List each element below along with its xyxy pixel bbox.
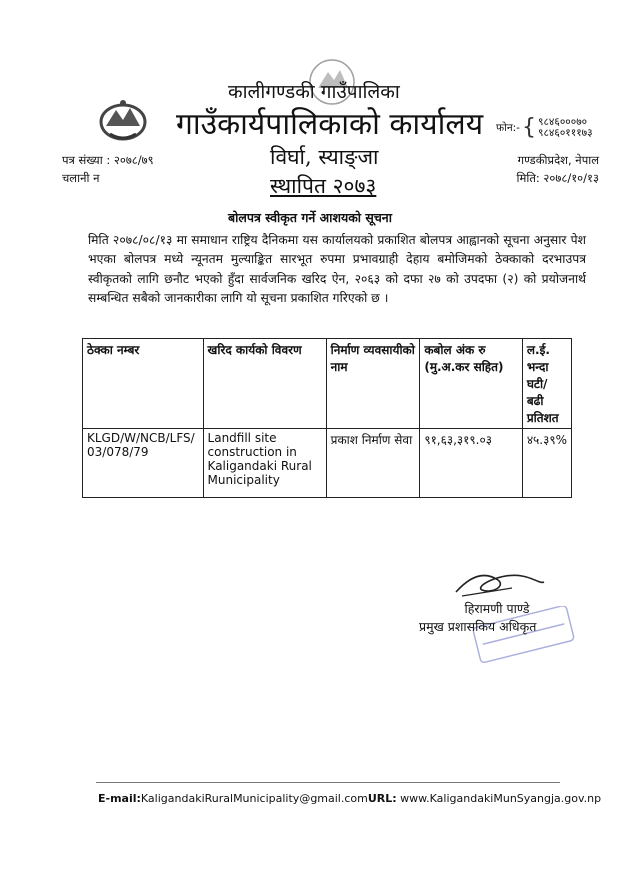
notice-title: बोलपत्र स्वीकृत गर्ने आशयको सूचना xyxy=(228,210,392,225)
letter-date: मिति: २०७८/१०/१३ xyxy=(516,171,599,185)
header-established: स्थापित २०७३ xyxy=(270,174,377,198)
email-link[interactable]: KaligandakiRuralMunicipality@gmail.com xyxy=(140,792,368,805)
phone-number-1: ९८४६०००७० xyxy=(537,116,588,128)
address-block xyxy=(475,151,599,187)
footer-contact xyxy=(98,792,601,805)
header-office: गाउँकार्यपालिकाको कार्यालय xyxy=(176,107,484,142)
table-header-row xyxy=(83,339,572,429)
signatory-title: प्रमुख प्रशासकिय अधिकृत xyxy=(419,619,537,634)
website-link[interactable]: www.KaligandakiMunSyangja.gov.np xyxy=(400,792,602,805)
col-bid-amount: कबोल अंक रु (मु.अ.कर सहित) xyxy=(420,339,522,429)
email-label: E-mail: xyxy=(98,792,141,805)
phone-label: फोन:- xyxy=(496,122,520,134)
header-municipality: कालीगण्डकी गाउँपालिका xyxy=(228,81,400,103)
col-description: खरिद कार्यको विवरण xyxy=(203,339,326,429)
phone-number-2: ९८४६०१११७३ xyxy=(537,127,593,139)
cell-contract-no: KLGD/W/NCB/LFS/03/078/79 xyxy=(83,429,204,498)
cell-bid-amount: ९१,६३,३१९.०३ xyxy=(420,429,522,498)
cell-contractor: प्रकाश निर्माण सेवा xyxy=(326,429,420,498)
letter-meta xyxy=(62,151,154,187)
col-contract-no: ठेक्का नम्बर xyxy=(83,339,204,429)
contract-table xyxy=(82,338,572,498)
address: गण्डकीप्रदेश, नेपाल xyxy=(517,153,599,167)
table-row xyxy=(83,429,572,498)
signature-icon xyxy=(452,568,548,598)
col-contractor: निर्माण व्यवसायीको नाम xyxy=(326,339,420,429)
brace-icon: { xyxy=(521,115,536,140)
dispatch-number: चलानी न xyxy=(62,171,100,185)
url-label: URL: xyxy=(367,792,397,805)
notice-body: मिति २०७८/०८/१३ मा समाधान राष्ट्रिय दैनिकमा यस कार्यालयको प्रकाशित बोलपत्र आह्वानको सूचना अनुसार पेश भएका बोलपत्र मध्ये न्यूनतम मुल्याङ्कित सारभूत रुपमा प्रभावग्राही देहाय बमोजिमको ठेक्काको दरभाउपत्र स्वीकृतको लागि छनौट भएको हुँदा सार्वजनिक खरिद ऐन, २०६३ को दफा २७ को उपदफा (२) को प्रयोजनार्थ सम्बन्धित सबैको जानकारीका लागि यो सूचना प्रकाशित गरिएको छ । xyxy=(88,233,586,306)
phone-block xyxy=(496,117,593,139)
nepal-emblem-icon xyxy=(96,96,150,144)
header-location: विर्घा, स्याङ्जा xyxy=(270,145,379,169)
footer-divider xyxy=(96,782,560,783)
cell-description: Landfill site construction in Kaligandaki Rural Municipality xyxy=(203,429,326,498)
cell-percent: ४५.३९% xyxy=(522,429,571,498)
col-percent: ल.ई. भन्दा घटी/ बढी प्रतिशत xyxy=(522,339,571,429)
signatory-name: हिरामणी पाण्डे xyxy=(464,601,530,616)
reference-number: पत्र संख्या : २०७८/७९ xyxy=(62,153,154,167)
